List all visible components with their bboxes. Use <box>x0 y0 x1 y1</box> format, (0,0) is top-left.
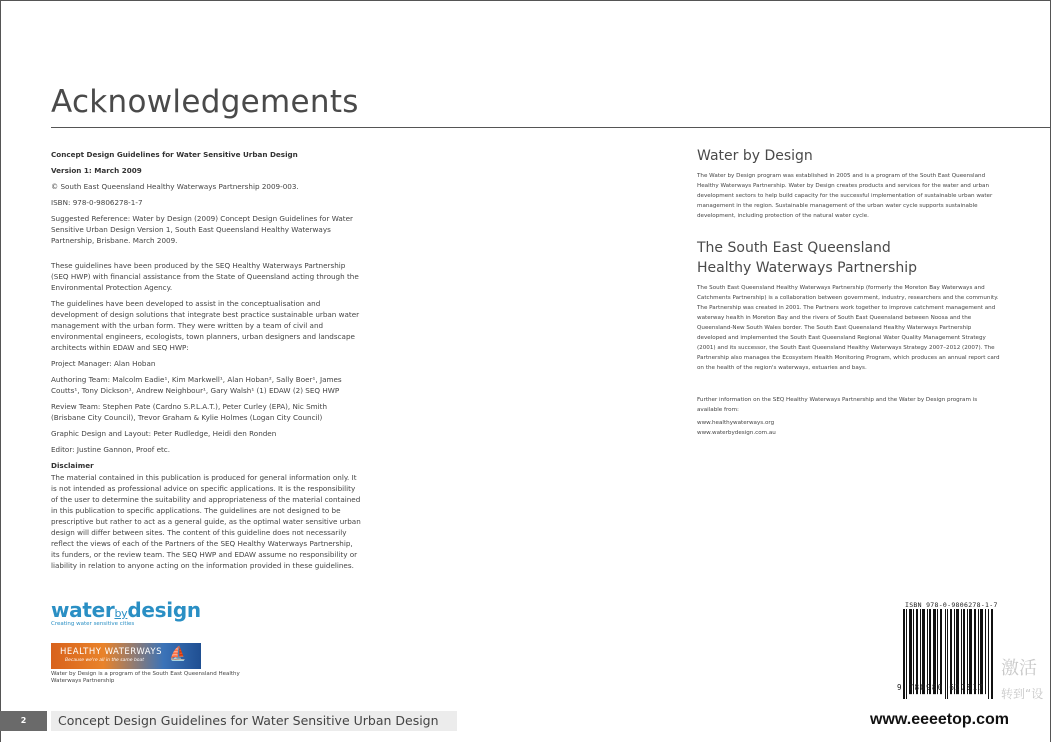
link-healthywaterways[interactable]: www.healthywaterways.org <box>697 420 775 426</box>
barcode-number: 9 780980 627817 <box>897 683 985 692</box>
seq-heading-line1: The South East Queensland <box>697 240 891 256</box>
water-by-design-logo <box>51 598 201 622</box>
link-waterbydesign[interactable]: www.waterbydesign.com.au <box>697 430 776 436</box>
hw-logo-subtitle: Because we're all in the same boat <box>65 658 145 663</box>
logo-word-design: design <box>127 598 201 622</box>
hw-logo-title: HEALTHY WATERWAYS <box>60 647 163 657</box>
disclaimer-heading: Disclaimer <box>51 461 94 470</box>
seq-heading-line2: Healthy Waterways Partnership <box>697 260 917 276</box>
left-column <box>51 149 361 576</box>
water-by-design-heading: Water by Design <box>697 148 813 164</box>
copyright: © South East Queensland Healthy Waterways Partnership 2009-003. <box>51 182 299 191</box>
isbn: ISBN: 978-0-9806278-1-7 <box>51 198 143 207</box>
further-info: Further information on the SEQ Healthy Waterways Partnership and the Water by Design program is available from: <box>697 397 978 413</box>
logo-tagline: Creating water sensitive cities <box>51 621 135 627</box>
activation-watermark-line2: 转到“设 <box>1001 687 1044 701</box>
logo-word-water: water <box>51 598 115 622</box>
disclaimer-text: The material contained in this publication is produced for general information only. It is not intended as professional advice on specific applications. It is the responsibility of the user to determine the suitability and appropriateness of the material contained in this publication to specific applications. The guidelines are not designed to be prescriptive but rather to act as a general guide, as the optimal water sensitive urban design will differ between sites. The content of this guideline does not necessarily reflect the views of each of the Partners of the SEQ Healthy Waterways Partnership, its funders, or the review team. The SEQ HWP and EDAW assume no responsibility or liability in relation to anyone acting on the information provided in these guidelines. <box>51 473 361 570</box>
seq-text: The South East Queensland Healthy Waterways Partnership (formerly the Moreton Bay Waterways and Catchments Partnership) is a collaboration between government, industry, researchers and the community. The Partnership was created in 2001. The Partners work together to improve catchment management and waterway health in Moreton Bay and the rivers of South East Queensland between Noosa and the Queensland-New South Wales border. The South East Queensland Healthy Waterways Partnership developed and implemented the South East Queensland Regional Water Quality Management Strategy (2001) and its successor, the South East Queensland Healthy Waterways Strategy 2007–2012 (2007). The Partnership also manages the Ecosystem Health Monitoring Program, which produces an annual report card on the health of the region's waterways, estuaries and bays. <box>697 285 1000 371</box>
intro-paragraph: These guidelines have been produced by the SEQ Healthy Waterways Partnership (SEQ HWP) with financial assistance from the State of Queensland acting through the Environmental Protection Agency. <box>51 261 359 292</box>
version: Version 1: March 2009 <box>51 166 142 175</box>
page-number: 2 <box>0 711 47 731</box>
suggested-reference: Suggested Reference: Water by Design (2009) Concept Design Guidelines for Water Sensitive Urban Design Version 1, South East Queensland Healthy Waterways Partnership, Brisbane. March 2009. <box>51 214 353 245</box>
water-by-design-text: The Water by Design program was established in 2005 and is a program of the South East Queensland Healthy Waterways Partnership. Water by Design creates products and services for the water and urban development sectors to help build capacity for the successful implementation of sustainable urban water management in the region. Sustainable management of the urban water cycle supports sustainable development, including protection of the natural water cycle. <box>697 173 993 219</box>
footer-doc-title: Concept Design Guidelines for Water Sensitive Urban Design <box>58 713 439 728</box>
healthy-waterways-logo <box>51 643 201 669</box>
editor: Editor: Justine Gannon, Proof etc. <box>51 445 171 454</box>
project-manager: Project Manager: Alan Hoban <box>51 359 156 368</box>
site-watermark: www.eeeetop.com <box>870 711 1009 728</box>
development-paragraph: The guidelines have been developed to assist in the conceptualisation and development of design solutions that integrate best practice sustainable urban water management with the urban form. They were written by a team of civil and environmental engineers, ecologists, town planners, urban designers and landscape architects within EDAW and SEQ HWP: <box>51 299 360 352</box>
activation-watermark-line1: 激活 <box>1001 658 1037 679</box>
review-team: Review Team: Stephen Pate (Cardno S.P.L.A.T.), Peter Curley (EPA), Nic Smith (Brisbane City Council), Trevor Graham & Kylie Holmes (Logan City Council) <box>51 402 328 422</box>
title-rule <box>51 127 1051 128</box>
doc-title: Concept Design Guidelines for Water Sensitive Urban Design <box>51 150 298 159</box>
logo-word-by: by <box>114 607 128 620</box>
barcode-isbn-text: ISBN 978-0-9806278-1-7 <box>905 601 998 609</box>
graphic-design: Graphic Design and Layout: Peter Rudledge, Heidi den Ronden <box>51 429 277 438</box>
page-title: Acknowledgements <box>51 84 359 120</box>
boat-icon: ⛵ <box>169 646 187 662</box>
logo-caption: Water by Design is a program of the South East Queensland Healthy Waterways Partnership <box>51 671 240 684</box>
authoring-team: Authoring Team: Malcolm Eadie¹, Kim Markwell¹, Alan Hoban², Sally Boer¹, James Coutts¹, Tony Dickson¹, Andrew Neighbour¹, Gary Walsh¹ (1) EDAW (2) SEQ HWP <box>51 375 342 395</box>
spacer <box>51 251 361 260</box>
